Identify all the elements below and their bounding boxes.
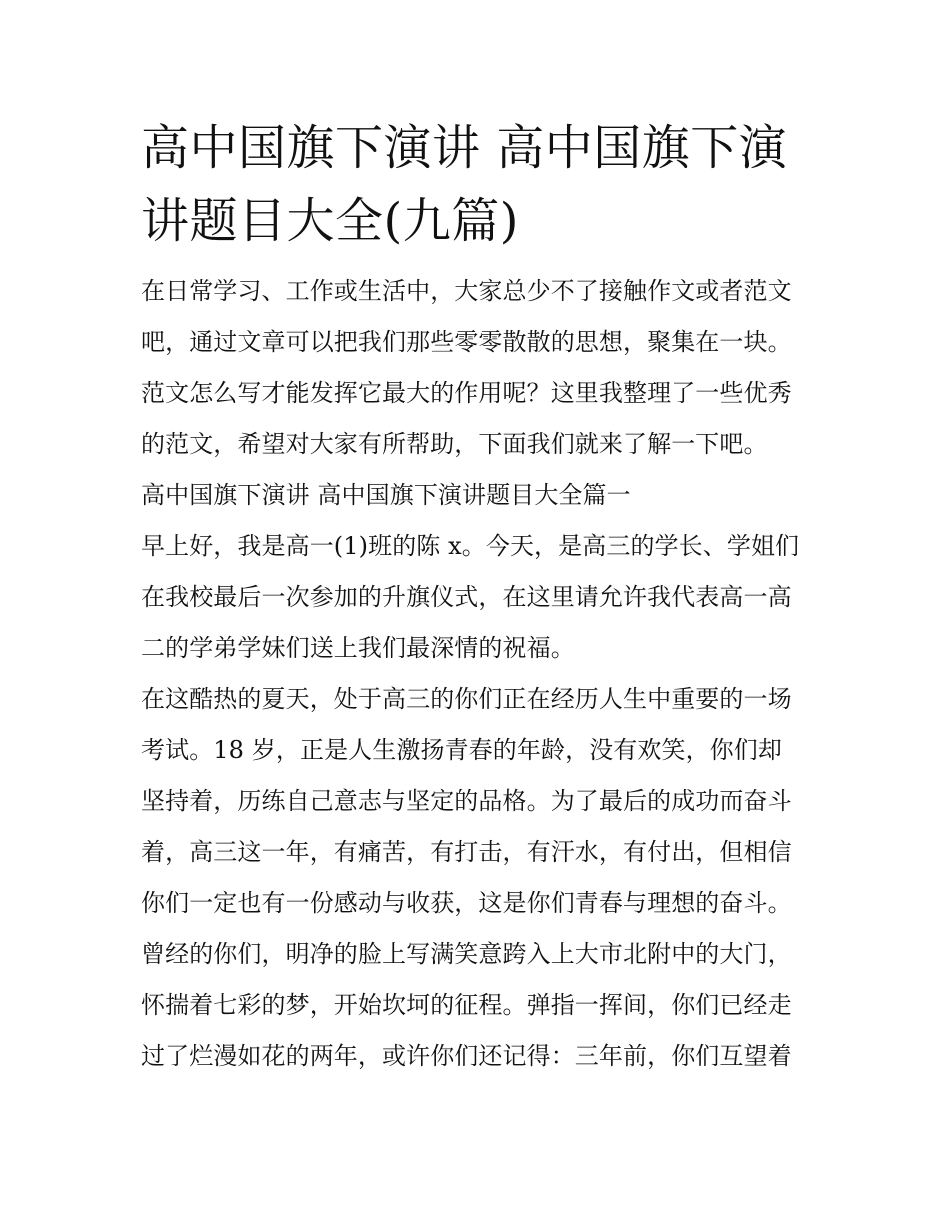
body-line: 坚持着，历练自己意志与坚定的品格。为了最后的成功而奋斗 (141, 787, 792, 815)
document-content (141, 112, 813, 1082)
title-line: 讲题目大全(九篇) (141, 193, 519, 249)
body-line: 吧，通过文章可以把我们那些零零散散的思想，聚集在一块。 (141, 328, 792, 356)
body-line: 在日常学习、工作或生活中，大家总少不了接触作文或者范文 (141, 277, 792, 305)
body-line: 怀揣着七彩的梦，开始坎坷的征程。弹指一挥间，你们已经走 (141, 991, 792, 1019)
body-line: 在这酷热的夏天，处于高三的你们正在经历人生中重要的一场 (141, 685, 792, 713)
body-line: 早上好，我是高一(1)班的陈 x。今天，是高三的学长、学姐们 (141, 532, 800, 560)
document-body (141, 266, 813, 1082)
body-line: 在我校最后一次参加的升旗仪式，在这里请允许我代表高一高 (141, 583, 792, 611)
title-line: 高中国旗下演讲 高中国旗下演 (141, 120, 788, 176)
document-title (141, 112, 813, 258)
body-line: 二的学弟学妹们送上我们最深情的祝福。 (141, 634, 575, 662)
body-line: 你们一定也有一份感动与收获，这是你们青春与理想的奋斗。 (141, 889, 792, 917)
section-heading: 高中国旗下演讲 高中国旗下演讲题目大全篇一 (141, 481, 631, 509)
body-line: 的范文，希望对大家有所帮助，下面我们就来了解一下吧。 (141, 430, 768, 458)
body-line: 考试。18 岁，正是人生激扬青春的年龄，没有欢笑，你们却 (141, 736, 782, 764)
body-line: 范文怎么写才能发挥它最大的作用呢？这里我整理了一些优秀 (141, 379, 792, 407)
body-line: 过了烂漫如花的两年，或许你们还记得：三年前，你们互望着 (141, 1042, 792, 1070)
body-line: 着，高三这一年，有痛苦，有打击，有汗水，有付出，但相信 (141, 838, 792, 866)
body-line: 曾经的你们，明净的脸上写满笑意跨入上大市北附中的大门， (141, 940, 792, 968)
